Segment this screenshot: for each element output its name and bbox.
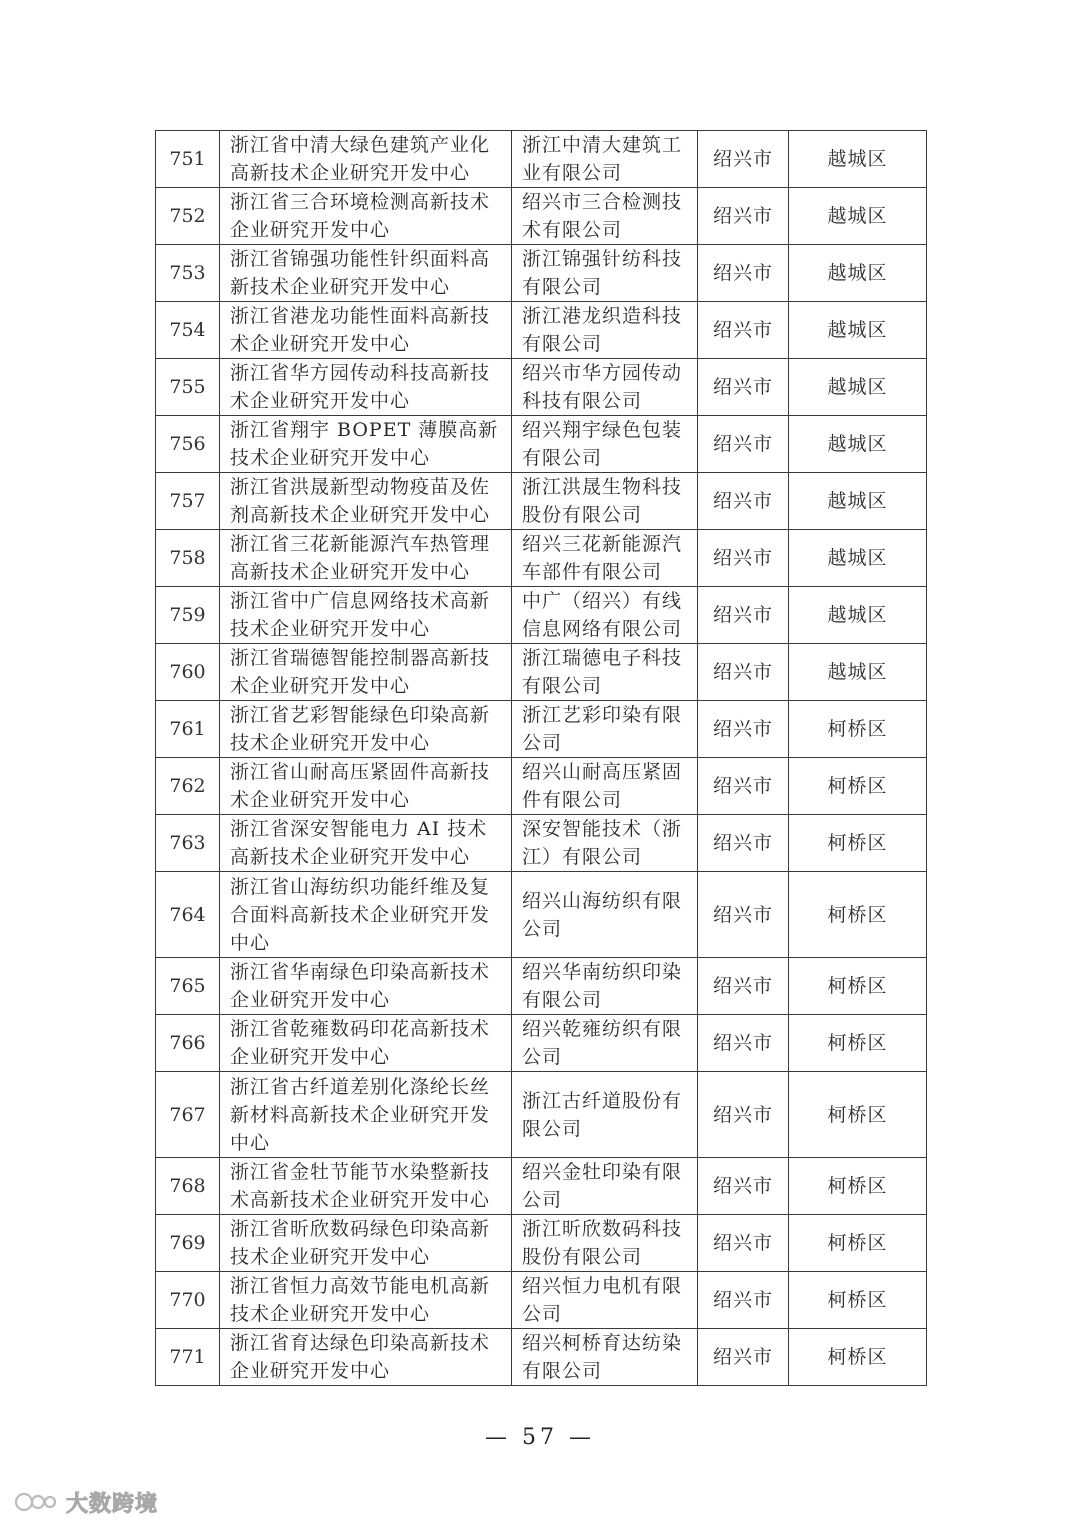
row-number-cell: 755: [156, 359, 220, 416]
district-cell: 越城区: [789, 530, 927, 587]
city-cell: 绍兴市: [698, 131, 789, 188]
company-name-cell: 浙江锦强针纺科技有限公司: [512, 245, 698, 302]
company-name-cell: 绍兴华南纺织印染有限公司: [512, 958, 698, 1015]
center-name-cell: 浙江省瑞德智能控制器高新技术企业研究开发中心: [220, 644, 512, 701]
city-cell: 绍兴市: [698, 302, 789, 359]
company-name-cell: 浙江港龙织造科技有限公司: [512, 302, 698, 359]
center-name-cell: 浙江省锦强功能性针织面料高新技术企业研究开发中心: [220, 245, 512, 302]
city-cell: 绍兴市: [698, 958, 789, 1015]
city-cell: 绍兴市: [698, 1329, 789, 1386]
center-name-cell: 浙江省深安智能电力 AI 技术高新技术企业研究开发中心: [220, 815, 512, 872]
row-number-cell: 770: [156, 1272, 220, 1329]
row-number-cell: 765: [156, 958, 220, 1015]
center-name-cell: 浙江省乾雍数码印花高新技术企业研究开发中心: [220, 1015, 512, 1072]
row-number-cell: 757: [156, 473, 220, 530]
table-row: [156, 131, 927, 188]
city-cell: 绍兴市: [698, 416, 789, 473]
district-cell: 越城区: [789, 302, 927, 359]
company-name-cell: 浙江洪晟生物科技股份有限公司: [512, 473, 698, 530]
company-name-cell: 绍兴市华方园传动科技有限公司: [512, 359, 698, 416]
company-name-cell: 绍兴三花新能源汽车部件有限公司: [512, 530, 698, 587]
center-name-cell: 浙江省山海纺织功能纤维及复合面料高新技术企业研究开发中心: [220, 872, 512, 958]
table-row: [156, 473, 927, 530]
city-cell: 绍兴市: [698, 530, 789, 587]
company-name-cell: 绍兴山海纺织有限公司: [512, 872, 698, 958]
center-name-cell: 浙江省育达绿色印染高新技术企业研究开发中心: [220, 1329, 512, 1386]
center-name-cell: 浙江省恒力高效节能电机高新技术企业研究开发中心: [220, 1272, 512, 1329]
city-cell: 绍兴市: [698, 758, 789, 815]
row-number-cell: 759: [156, 587, 220, 644]
company-name-cell: 绍兴金牡印染有限公司: [512, 1158, 698, 1215]
page-number: — 57 —: [485, 1425, 595, 1450]
table-row: [156, 644, 927, 701]
company-name-cell: 绍兴翔宇绿色包装有限公司: [512, 416, 698, 473]
company-name-cell: 绍兴恒力电机有限公司: [512, 1272, 698, 1329]
company-name-cell: 绍兴柯桥育达纺染有限公司: [512, 1329, 698, 1386]
row-number-cell: 753: [156, 245, 220, 302]
district-cell: 柯桥区: [789, 758, 927, 815]
table-row: [156, 1015, 927, 1072]
district-cell: 柯桥区: [789, 1329, 927, 1386]
row-number-cell: 762: [156, 758, 220, 815]
table-row: [156, 416, 927, 473]
center-name-cell: 浙江省华南绿色印染高新技术企业研究开发中心: [220, 958, 512, 1015]
table-row: [156, 958, 927, 1015]
table-row: [156, 530, 927, 587]
center-name-cell: 浙江省中清大绿色建筑产业化高新技术企业研究开发中心: [220, 131, 512, 188]
table-row: [156, 1215, 927, 1272]
city-cell: 绍兴市: [698, 587, 789, 644]
table-row: [156, 872, 927, 958]
district-cell: 柯桥区: [789, 815, 927, 872]
city-cell: 绍兴市: [698, 815, 789, 872]
city-cell: 绍兴市: [698, 1272, 789, 1329]
logo-icon: [14, 1491, 60, 1513]
district-cell: 越城区: [789, 473, 927, 530]
district-cell: 越城区: [789, 188, 927, 245]
center-name-cell: 浙江省三合环境检测高新技术企业研究开发中心: [220, 188, 512, 245]
company-name-cell: 浙江瑞德电子科技有限公司: [512, 644, 698, 701]
table-row: [156, 1272, 927, 1329]
table-body: [156, 131, 927, 1386]
center-name-cell: 浙江省翔宇 BOPET 薄膜高新技术企业研究开发中心: [220, 416, 512, 473]
district-cell: 柯桥区: [789, 1072, 927, 1158]
company-name-cell: 绍兴市三合检测技术有限公司: [512, 188, 698, 245]
watermark: [14, 1487, 158, 1517]
row-number-cell: 771: [156, 1329, 220, 1386]
city-cell: 绍兴市: [698, 473, 789, 530]
table-row: [156, 359, 927, 416]
row-number-cell: 766: [156, 1015, 220, 1072]
table-row: [156, 188, 927, 245]
watermark-text: 大数跨境: [66, 1491, 159, 1517]
district-cell: 柯桥区: [789, 1215, 927, 1272]
district-cell: 柯桥区: [789, 958, 927, 1015]
district-cell: 柯桥区: [789, 872, 927, 958]
center-name-cell: 浙江省艺彩智能绿色印染高新技术企业研究开发中心: [220, 701, 512, 758]
center-name-cell: 浙江省金牡节能节水染整新技术高新技术企业研究开发中心: [220, 1158, 512, 1215]
row-number-cell: 760: [156, 644, 220, 701]
district-cell: 越城区: [789, 644, 927, 701]
district-cell: 柯桥区: [789, 1015, 927, 1072]
company-name-cell: 浙江中清大建筑工业有限公司: [512, 131, 698, 188]
company-name-cell: 中广（绍兴）有线信息网络有限公司: [512, 587, 698, 644]
table-row: [156, 701, 927, 758]
city-cell: 绍兴市: [698, 1215, 789, 1272]
row-number-cell: 764: [156, 872, 220, 958]
row-number-cell: 769: [156, 1215, 220, 1272]
city-cell: 绍兴市: [698, 359, 789, 416]
company-name-cell: 深安智能技术（浙江）有限公司: [512, 815, 698, 872]
city-cell: 绍兴市: [698, 1015, 789, 1072]
row-number-cell: 751: [156, 131, 220, 188]
company-name-cell: 浙江艺彩印染有限公司: [512, 701, 698, 758]
district-cell: 越城区: [789, 245, 927, 302]
table-row: [156, 245, 927, 302]
district-cell: 越城区: [789, 131, 927, 188]
city-cell: 绍兴市: [698, 872, 789, 958]
row-number-cell: 767: [156, 1072, 220, 1158]
center-name-cell: 浙江省中广信息网络技术高新技术企业研究开发中心: [220, 587, 512, 644]
company-name-cell: 浙江古纤道股份有限公司: [512, 1072, 698, 1158]
center-name-cell: 浙江省华方园传动科技高新技术企业研究开发中心: [220, 359, 512, 416]
row-number-cell: 758: [156, 530, 220, 587]
center-name-cell: 浙江省洪晟新型动物疫苗及佐剂高新技术企业研究开发中心: [220, 473, 512, 530]
row-number-cell: 763: [156, 815, 220, 872]
row-number-cell: 768: [156, 1158, 220, 1215]
table-row: [156, 815, 927, 872]
center-name-cell: 浙江省三花新能源汽车热管理高新技术企业研究开发中心: [220, 530, 512, 587]
table-row: [156, 1158, 927, 1215]
table-row: [156, 587, 927, 644]
company-name-cell: 绍兴乾雍纺织有限公司: [512, 1015, 698, 1072]
row-number-cell: 752: [156, 188, 220, 245]
city-cell: 绍兴市: [698, 1072, 789, 1158]
center-name-cell: 浙江省昕欣数码绿色印染高新技术企业研究开发中心: [220, 1215, 512, 1272]
city-cell: 绍兴市: [698, 245, 789, 302]
rd-center-table: [155, 130, 927, 1386]
city-cell: 绍兴市: [698, 701, 789, 758]
city-cell: 绍兴市: [698, 1158, 789, 1215]
table-row: [156, 1329, 927, 1386]
center-name-cell: 浙江省古纤道差别化涤纶长丝新材料高新技术企业研究开发中心: [220, 1072, 512, 1158]
table-row: [156, 758, 927, 815]
district-cell: 柯桥区: [789, 1272, 927, 1329]
row-number-cell: 761: [156, 701, 220, 758]
city-cell: 绍兴市: [698, 188, 789, 245]
district-cell: 柯桥区: [789, 701, 927, 758]
center-name-cell: 浙江省山耐高压紧固件高新技术企业研究开发中心: [220, 758, 512, 815]
district-cell: 越城区: [789, 587, 927, 644]
row-number-cell: 754: [156, 302, 220, 359]
row-number-cell: 756: [156, 416, 220, 473]
center-name-cell: 浙江省港龙功能性面料高新技术企业研究开发中心: [220, 302, 512, 359]
district-cell: 柯桥区: [789, 1158, 927, 1215]
table-row: [156, 302, 927, 359]
city-cell: 绍兴市: [698, 644, 789, 701]
district-cell: 越城区: [789, 359, 927, 416]
table-row: [156, 1072, 927, 1158]
company-name-cell: 绍兴山耐高压紧固件有限公司: [512, 758, 698, 815]
company-name-cell: 浙江昕欣数码科技股份有限公司: [512, 1215, 698, 1272]
district-cell: 越城区: [789, 416, 927, 473]
